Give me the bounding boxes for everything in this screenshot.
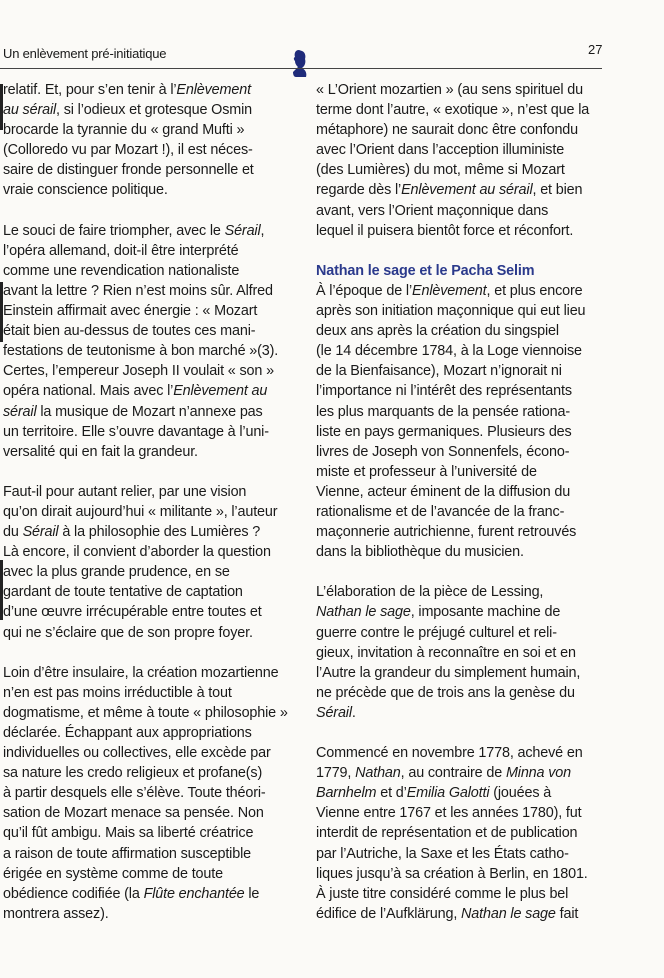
- text-run: .: [351, 704, 356, 721]
- text-run: obédience codifiée (la: [3, 885, 144, 902]
- text-run: Commencé en novembre 1778, achevé en: [316, 745, 583, 762]
- text-run: Faut-il pour autant relier, par une vision: [3, 483, 247, 500]
- text-line: [316, 381, 606, 401]
- text-run: dans la bibliothèque du musicien.: [316, 544, 524, 561]
- text-run: sation de Mozart menace sa pensée. Non: [3, 805, 264, 822]
- text-line: [3, 140, 299, 160]
- text-run: vraie conscience politique.: [3, 182, 168, 199]
- italic-title: Enlèvement: [412, 282, 487, 299]
- text-line: [3, 904, 299, 924]
- text-line: [3, 823, 299, 843]
- text-run: de la Bienfaisance), Mozart n’ignorait ni: [316, 363, 562, 380]
- text-line: [3, 160, 299, 180]
- text-run: L’élaboration de la pièce de Lessing,: [316, 584, 544, 601]
- text-line: [316, 542, 606, 562]
- paragraph: [316, 261, 606, 562]
- page-number: 27: [588, 42, 603, 57]
- text-line: [3, 281, 299, 301]
- header-rule: [0, 68, 602, 69]
- text-line: [316, 482, 606, 502]
- text-run: avant la lettre ? Rien n’est moins sûr. Alfred: [3, 282, 273, 299]
- text-line: [3, 100, 299, 120]
- text-run: n’en est pas moins irréductible à tout: [3, 684, 232, 701]
- text-line: [316, 321, 606, 341]
- italic-title: au sérail: [3, 102, 57, 119]
- running-title: Un enlèvement pré-initiatique: [3, 46, 167, 61]
- text-run: relatif. Et, pour s’en tenir à l’: [3, 82, 177, 98]
- text-line: [316, 703, 606, 723]
- paragraph: [316, 80, 606, 241]
- text-run: À l’époque de l’: [316, 282, 413, 299]
- text-line: [316, 180, 606, 200]
- text-run: , imposante machine de: [410, 604, 561, 621]
- italic-title: Nathan le sage: [316, 604, 411, 621]
- text-run: (Colloredo vu par Mozart !), il est néces-: [3, 142, 253, 159]
- text-line: [316, 120, 606, 140]
- text-run: liste en pays germaniques. Plusieurs des: [316, 423, 572, 440]
- text-run: lequel il puisera bientôt force et réconfort.: [316, 222, 574, 239]
- text-run: Loin d’être insulaire, la création mozartienne: [3, 664, 279, 681]
- text-run: gieux, invitation à reconnaître en soi et en: [316, 644, 576, 661]
- text-run: avec l’Orient dans l’acception illuministe: [316, 142, 565, 159]
- text-run: (des Lumières) du mot, même si Mozart: [316, 162, 565, 179]
- paragraph: [316, 582, 606, 723]
- text-line: [3, 602, 299, 622]
- text-run: après son initiation maçonnique qui eut lieu: [316, 303, 586, 320]
- text-line: [3, 80, 299, 100]
- text-run: festations de teutonisme à bon marché »(3).: [3, 343, 279, 360]
- text-line: [3, 663, 299, 683]
- text-line: [316, 803, 606, 823]
- text-line: [316, 281, 606, 301]
- text-run: sa nature les credo religieux et profane(s): [3, 765, 263, 782]
- text-line: [3, 582, 299, 602]
- text-run: liques jusqu’à sa création à Berlin, en 1801.: [316, 865, 588, 882]
- text-run: ,: [260, 222, 265, 239]
- text-line: [316, 361, 606, 381]
- text-line: [316, 402, 606, 422]
- italic-title: sérail: [3, 403, 37, 420]
- text-run: édifice de l’Aufklärung,: [316, 905, 462, 922]
- text-line: [316, 140, 606, 160]
- text-line: [3, 763, 299, 783]
- text-run: déclarée. Échappant aux appropriations: [3, 725, 252, 741]
- text-run: individuelles ou collectives, elle excède par: [3, 745, 271, 762]
- right-column: [316, 80, 606, 944]
- text-line: [316, 80, 606, 100]
- italic-title: Flûte enchantée: [143, 885, 245, 902]
- text-line: [316, 904, 606, 924]
- page-header: [0, 38, 664, 68]
- text-run: l’Autre la grandeur du simplement humain,: [316, 664, 581, 681]
- text-run: a raison de toute affirmation susceptible: [3, 845, 251, 862]
- text-run: à partir desquels elle s’élève. Toute théori-: [3, 785, 266, 802]
- text-line: [3, 482, 299, 502]
- text-run: ne précède que de trois ans la genèse du: [316, 684, 575, 701]
- text-line: [3, 221, 299, 241]
- text-line: [316, 341, 606, 361]
- italic-title: Nathan le sage: [461, 905, 556, 922]
- italic-title: Sérail: [316, 704, 352, 721]
- text-line: [3, 743, 299, 763]
- text-run: par l’Autriche, la Saxe et les États catho-: [316, 845, 569, 862]
- text-line: [316, 261, 606, 281]
- text-line: [316, 201, 606, 221]
- text-run: métaphore) ne saurait donc être confondu: [316, 122, 578, 139]
- mozart-silhouette-icon: [290, 48, 310, 78]
- text-line: [316, 522, 606, 542]
- text-run: avec la plus grande prudence, en se: [3, 564, 230, 581]
- text-run: interdit de représentation et de publication: [316, 825, 578, 842]
- text-run: 1779,: [316, 765, 356, 782]
- text-run: Là encore, il convient d’aborder la question: [3, 544, 271, 561]
- text-run: qu’on dirait aujourd’hui « militante », l’auteur: [3, 503, 278, 520]
- paragraph: [3, 221, 299, 462]
- text-line: [3, 381, 299, 401]
- text-run: terme dont l’autre, « exotique », n’est que la: [316, 102, 590, 119]
- text-line: [316, 844, 606, 864]
- text-line: [316, 864, 606, 884]
- text-line: [3, 442, 299, 462]
- text-line: [316, 643, 606, 663]
- text-run: qui ne s’éclaire que de son propre foyer.: [3, 624, 253, 641]
- text-run: maçonnerie autrichienne, furent retrouvés: [316, 524, 577, 541]
- italic-title: Nathan: [355, 765, 401, 782]
- text-run: montrera assez).: [3, 905, 109, 922]
- text-run: un territoire. Elle s’ouvre davantage à l’uni-: [3, 423, 269, 440]
- section-heading: Nathan le sage et le Pacha Selim: [316, 262, 535, 279]
- text-run: versalité qui en fait la grandeur.: [3, 443, 198, 460]
- text-run: comme une revendication nationaliste: [3, 262, 240, 279]
- text-line: [3, 884, 299, 904]
- paragraph: [3, 80, 299, 201]
- text-run: fait: [555, 905, 579, 922]
- italic-title: Enlèvement au sérail: [401, 182, 533, 199]
- text-run: le: [244, 885, 260, 902]
- italic-title: Sérail: [224, 222, 261, 239]
- text-run: deux ans après la création du singspiel: [316, 323, 559, 340]
- text-run: saire de distinguer fronde personnelle et: [3, 162, 254, 179]
- text-run: miste et professeur à l’université de: [316, 463, 537, 480]
- text-run: rationalisme et de l’avancée de la franc-: [316, 503, 565, 520]
- text-line: [316, 582, 606, 602]
- text-run: qu’il fût ambigu. Mais sa liberté créatrice: [3, 825, 254, 842]
- text-run: du: [3, 524, 23, 541]
- text-run: (jouées à: [489, 785, 552, 802]
- text-line: [316, 884, 606, 904]
- text-run: À juste titre considéré comme le plus bel: [316, 885, 569, 902]
- text-line: [3, 301, 299, 321]
- text-line: [3, 241, 299, 261]
- text-line: [316, 221, 606, 241]
- text-run: avant, vers l’Orient maçonnique dans: [316, 202, 549, 219]
- text-line: [316, 422, 606, 442]
- text-run: gardant de toute tentative de captation: [3, 584, 243, 601]
- text-line: [3, 361, 299, 381]
- paragraph: [3, 482, 299, 643]
- text-line: [316, 783, 606, 803]
- text-run: l’importance ni l’intérêt des représentants: [316, 383, 572, 400]
- text-line: [316, 743, 606, 763]
- text-line: [3, 120, 299, 140]
- text-run: brocarde la tyrannie du « grand Mufti »: [3, 122, 245, 139]
- text-line: [316, 442, 606, 462]
- text-line: [316, 502, 606, 522]
- text-run: était bien au-dessus de toutes ces mani-: [3, 323, 256, 340]
- text-line: [3, 542, 299, 562]
- text-line: [316, 763, 606, 783]
- text-line: [316, 160, 606, 180]
- text-run: livres de Joseph von Sonnenfels, écono-: [316, 443, 570, 460]
- text-line: [316, 623, 606, 643]
- text-run: « L’Orient mozartien » (au sens spirituel du: [316, 82, 583, 98]
- text-run: la musique de Mozart n’annexe pas: [36, 403, 263, 420]
- text-run: regarde dès l’: [316, 182, 402, 199]
- text-run: Vienne, acteur éminent de la diffusion du: [316, 483, 571, 500]
- text-line: [3, 402, 299, 422]
- paragraph: [3, 663, 299, 924]
- text-run: opéra national. Mais avec l’: [3, 383, 174, 400]
- text-line: [3, 803, 299, 823]
- text-run: érigée en système comme de toute: [3, 865, 223, 882]
- text-line: [316, 663, 606, 683]
- text-line: [3, 522, 299, 542]
- text-line: [316, 462, 606, 482]
- text-line: [3, 683, 299, 703]
- paragraph: [316, 743, 606, 924]
- text-run: , et plus encore: [486, 282, 583, 299]
- text-line: [316, 301, 606, 321]
- text-line: [316, 100, 606, 120]
- text-line: [3, 703, 299, 723]
- italic-title: Barnhelm: [316, 785, 377, 802]
- text-run: d’une œuvre irrécupérable entre toutes et: [3, 604, 262, 621]
- text-run: à la philosophie des Lumières ?: [58, 524, 261, 541]
- text-line: [3, 180, 299, 200]
- text-run: Certes, l’empereur Joseph II voulait « son »: [3, 363, 274, 380]
- text-line: [3, 783, 299, 803]
- text-run: , au contraire de: [400, 765, 506, 782]
- italic-title: Minna von: [505, 765, 571, 782]
- text-line: [3, 723, 299, 743]
- italic-title: Emilia Galotti: [406, 785, 490, 802]
- text-line: [3, 341, 299, 361]
- text-run: , si l’odieux et grotesque Osmin: [56, 102, 253, 119]
- text-run: guerre contre le préjugé culturel et reli-: [316, 624, 557, 641]
- text-line: [316, 683, 606, 703]
- text-line: [3, 562, 299, 582]
- italic-title: Sérail: [22, 524, 59, 541]
- text-line: [3, 844, 299, 864]
- text-run: Vienne entre 1767 et les années 1780), fut: [316, 805, 582, 822]
- text-run: , et bien: [532, 182, 583, 199]
- text-line: [3, 261, 299, 281]
- text-run: l’opéra allemand, doit-il être interprété: [3, 242, 239, 259]
- text-line: [316, 823, 606, 843]
- left-column: [3, 80, 299, 944]
- text-run: (le 14 décembre 1784, à la Loge viennoise: [316, 343, 582, 360]
- text-run: et d’: [376, 785, 407, 802]
- text-line: [3, 422, 299, 442]
- text-run: dogmatisme, et même à toute « philosophie »: [3, 704, 288, 721]
- text-line: [3, 321, 299, 341]
- italic-title: Enlèvement: [176, 82, 251, 98]
- text-run: Einstein affirmait avec énergie : « Mozart: [3, 303, 258, 320]
- text-line: [3, 623, 299, 643]
- text-line: [3, 864, 299, 884]
- text-line: [3, 502, 299, 522]
- text-run: Le souci de faire triompher, avec le: [3, 222, 225, 239]
- italic-title: Enlèvement au: [173, 383, 268, 400]
- text-line: [316, 602, 606, 622]
- text-run: les plus marquants de la pensée rationa-: [316, 403, 570, 420]
